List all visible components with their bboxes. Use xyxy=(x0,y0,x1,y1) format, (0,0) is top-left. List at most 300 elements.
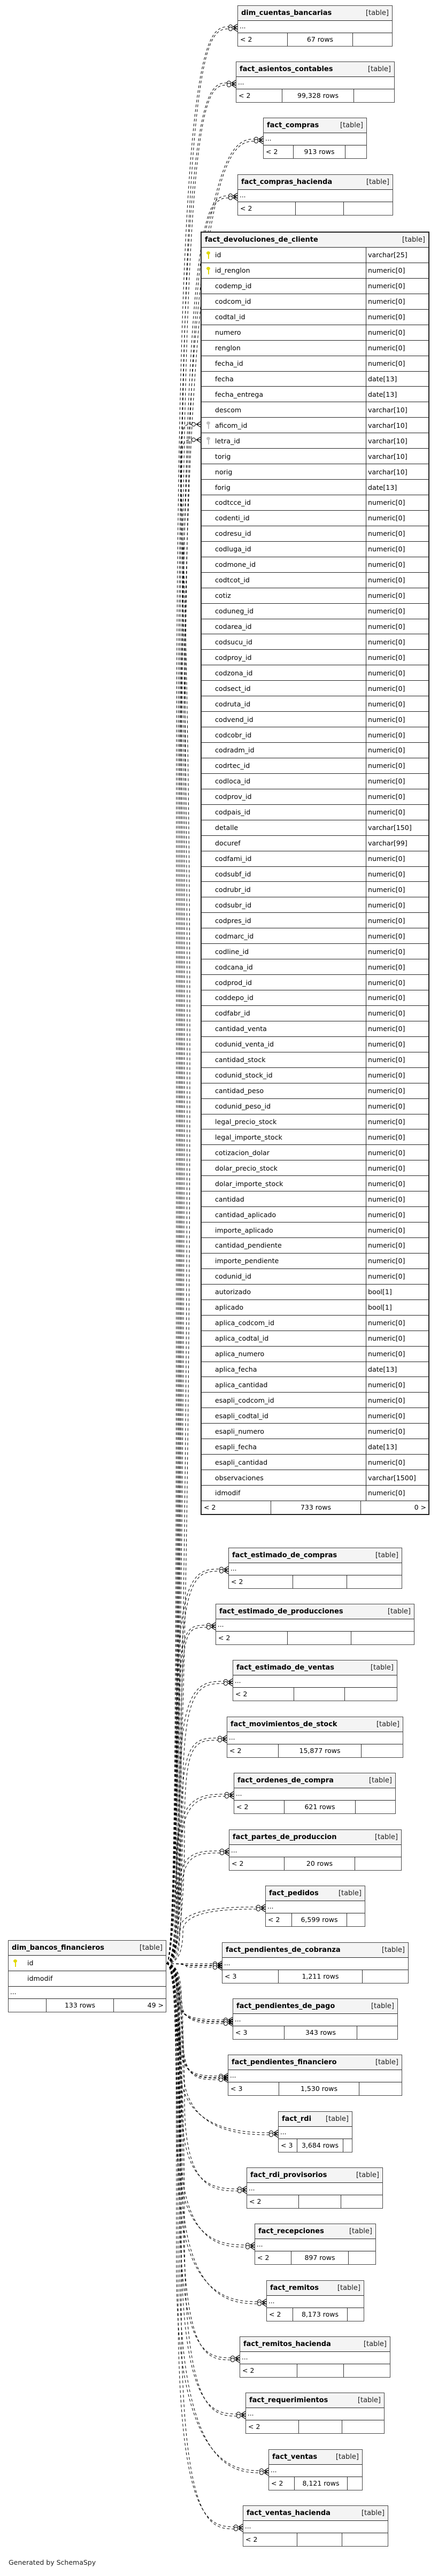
column-row[interactable] xyxy=(202,1037,428,1052)
column-name: cantidad_pendiente xyxy=(215,1241,282,1250)
parents-count[interactable]: < 3 xyxy=(228,2082,279,2095)
table-name[interactable]: fact_rdi xyxy=(282,2115,312,2123)
children-count[interactable] xyxy=(359,2082,402,2095)
parents-count[interactable]: < 2 xyxy=(246,2420,299,2433)
table-name[interactable]: fact_compras xyxy=(267,121,319,129)
crows-foot-icon xyxy=(192,437,201,442)
relationship-line xyxy=(166,1625,208,1964)
column-type: numeric[0] xyxy=(368,1334,405,1343)
column-type: numeric[0] xyxy=(368,870,405,878)
children-count[interactable] xyxy=(345,145,366,158)
column-row[interactable] xyxy=(202,1207,428,1222)
column-name: idmodif xyxy=(215,1489,241,1497)
table-fact-remitos-hacienda[interactable] xyxy=(240,2336,390,2378)
column-name: codenti_id xyxy=(215,514,250,522)
table-kind: [table] xyxy=(366,178,389,186)
column-row[interactable] xyxy=(202,542,428,557)
table-name[interactable]: fact_pendientes_de_pago xyxy=(236,2002,335,2010)
more-columns-ellipsis: ... xyxy=(229,1563,402,1575)
more-columns-ellipsis: ... xyxy=(9,1987,166,1999)
column-row[interactable] xyxy=(202,1238,428,1254)
column-row[interactable] xyxy=(202,1269,428,1285)
column-row[interactable] xyxy=(202,727,428,743)
column-row[interactable] xyxy=(202,1439,428,1455)
table-fact-pendientes-de-pago[interactable] xyxy=(233,1998,398,2040)
table-fact-requerimientos[interactable] xyxy=(245,2393,385,2434)
column-row[interactable] xyxy=(202,1222,428,1238)
column-row[interactable] xyxy=(202,1331,428,1347)
table-name[interactable]: fact_movimientos_de_stock xyxy=(230,1720,337,1728)
column-row[interactable] xyxy=(202,1300,428,1316)
more-columns-ellipsis: ... xyxy=(243,2521,388,2533)
column-row[interactable] xyxy=(202,789,428,805)
column-name: cantidad_stock xyxy=(215,1056,266,1064)
column-type: numeric[0] xyxy=(368,266,405,275)
children-count[interactable] xyxy=(348,2308,364,2321)
column-row[interactable] xyxy=(202,913,428,928)
row-count: 343 rows xyxy=(285,2026,357,2039)
table-name[interactable]: fact_estimado_de_compras xyxy=(232,1551,337,1559)
more-columns-ellipsis: ... xyxy=(264,133,366,145)
row-count: 20 rows xyxy=(285,1857,355,1870)
table-fact-remitos[interactable] xyxy=(266,2280,364,2321)
column-name: codfabr_id xyxy=(215,1009,250,1018)
column-row[interactable] xyxy=(202,1068,428,1083)
column-type: bool[1] xyxy=(368,1288,392,1296)
table-name[interactable]: dim_cuentas_bancarias xyxy=(241,9,332,17)
column-row[interactable] xyxy=(202,1099,428,1114)
parents-count[interactable]: < 2 xyxy=(267,2308,293,2321)
table-footer xyxy=(266,1913,365,1926)
table-dim-bancos-financieros[interactable] xyxy=(8,1940,166,2012)
column-type: date[13] xyxy=(368,390,397,398)
children-count[interactable] xyxy=(355,1857,401,1870)
parents-count[interactable]: < 2 xyxy=(202,1501,271,1514)
children-count[interactable] xyxy=(353,33,392,46)
column-name: fecha xyxy=(215,374,234,383)
column-row[interactable] xyxy=(202,526,428,542)
row-count: 733 rows xyxy=(271,1501,361,1514)
column-row[interactable] xyxy=(202,1114,428,1130)
column-row[interactable] xyxy=(202,325,428,341)
column-row[interactable] xyxy=(202,1470,428,1486)
table-fact-ordenes-de-compra[interactable] xyxy=(234,1773,396,1814)
row-count xyxy=(299,2195,341,2208)
parents-count[interactable]: < 2 xyxy=(240,2364,297,2377)
table-name[interactable]: fact_pedidos xyxy=(269,1889,319,1897)
table-header xyxy=(240,2337,390,2352)
column-row[interactable] xyxy=(202,464,428,480)
children-count[interactable] xyxy=(343,2139,352,2152)
column-type: numeric[0] xyxy=(368,1025,405,1033)
column-row[interactable] xyxy=(202,1455,428,1470)
column-name: aplica_codcom_id xyxy=(215,1319,274,1327)
table-name[interactable]: fact_pendientes_de_cobranza xyxy=(226,1946,341,1954)
column-row[interactable] xyxy=(202,1052,428,1068)
table-header xyxy=(222,1943,408,1958)
column-type: varchar[1500] xyxy=(368,1473,416,1482)
table-fact-estimado-de-ventas[interactable] xyxy=(233,1660,397,1701)
column-row[interactable] xyxy=(202,433,428,449)
column-type: numeric[0] xyxy=(368,1102,405,1111)
table-fact-rdi[interactable] xyxy=(278,2111,352,2152)
column-type: numeric[0] xyxy=(368,885,405,894)
parents-count[interactable]: < 2 xyxy=(229,1575,293,1588)
column-row[interactable] xyxy=(202,1006,428,1021)
parents-count[interactable]: < 2 xyxy=(247,2195,299,2208)
parents-count[interactable]: < 2 xyxy=(266,1913,292,1926)
column-row[interactable] xyxy=(202,1160,428,1176)
parents-count[interactable]: < 2 xyxy=(229,1857,285,1870)
children-count[interactable] xyxy=(349,2251,375,2264)
column-type: numeric[0] xyxy=(368,359,405,368)
column-row[interactable] xyxy=(202,990,428,1006)
column-row[interactable] xyxy=(9,1971,166,1987)
column-row[interactable] xyxy=(202,928,428,944)
column-name: codsubf_id xyxy=(215,870,251,878)
column-row[interactable] xyxy=(202,1424,428,1439)
row-count: 67 rows xyxy=(288,33,353,46)
parents-count[interactable]: < 2 xyxy=(227,1744,279,1757)
parents-count[interactable]: < 2 xyxy=(238,202,296,215)
row-count: 8,121 rows xyxy=(295,2477,348,2490)
table-fact-pendientes-financiero[interactable] xyxy=(228,2055,402,2096)
table-fact-pedidos[interactable] xyxy=(265,1886,365,1927)
parents-count[interactable]: < 2 xyxy=(234,1801,285,1813)
row-count: 1,530 rows xyxy=(279,2082,359,2095)
more-columns-ellipsis: ... xyxy=(216,1619,414,1632)
children-count[interactable]: 49 > xyxy=(147,2001,164,2009)
column-name: coddepo_id xyxy=(215,994,253,1002)
column-row[interactable] xyxy=(202,557,428,573)
parents-count[interactable]: < 2 xyxy=(269,2477,295,2490)
column-row[interactable] xyxy=(202,619,428,635)
column-row[interactable] xyxy=(202,449,428,464)
column-row[interactable] xyxy=(202,495,428,511)
column-type: numeric[0] xyxy=(368,344,405,352)
table-footer xyxy=(234,1801,395,1813)
column-row[interactable] xyxy=(202,820,428,836)
children-count[interactable]: 0 > xyxy=(414,1503,426,1511)
table-footer xyxy=(222,1970,408,1983)
relationship-line xyxy=(166,1964,225,2024)
column-name: codunid_id xyxy=(215,1272,251,1281)
column-name: cantidad_aplicado xyxy=(215,1210,276,1219)
table-footer xyxy=(269,2477,362,2490)
table-name[interactable]: fact_requerimientos xyxy=(249,2396,328,2404)
column-type: numeric[0] xyxy=(368,1489,405,1497)
column-row[interactable] xyxy=(202,975,428,990)
table-name[interactable]: fact_rdi_provisorios xyxy=(250,2171,327,2179)
more-columns-ellipsis: ... xyxy=(255,2239,375,2251)
row-count xyxy=(288,1632,351,1644)
column-name: codrubr_id xyxy=(215,885,251,894)
table-fact-compras[interactable] xyxy=(263,118,367,159)
row-count: 15,877 rows xyxy=(279,1744,362,1757)
children-count[interactable] xyxy=(356,1801,395,1813)
column-name: coduneg_id xyxy=(215,607,254,616)
column-row[interactable] xyxy=(202,263,428,279)
parents-count[interactable]: < 2 xyxy=(264,145,294,158)
column-name: letra_id xyxy=(215,436,240,445)
table-footer xyxy=(247,2195,382,2208)
column-type: numeric[0] xyxy=(368,1458,405,1466)
table-name[interactable]: fact_estimado_de_producciones xyxy=(219,1608,343,1616)
column-type: varchar[10] xyxy=(368,467,408,476)
column-name: codpres_id xyxy=(215,916,251,925)
children-count[interactable] xyxy=(363,1970,408,1983)
column-row[interactable] xyxy=(202,248,428,263)
children-count[interactable] xyxy=(357,2026,397,2039)
column-type: numeric[0] xyxy=(368,1009,405,1018)
column-type: numeric[0] xyxy=(368,901,405,909)
column-name: codloca_id xyxy=(215,777,251,786)
table-name[interactable]: fact_estimado_de_ventas xyxy=(236,1664,335,1672)
column-type: varchar[10] xyxy=(368,421,408,429)
column-row[interactable] xyxy=(202,1285,428,1300)
children-count[interactable] xyxy=(344,202,393,215)
column-type: numeric[0] xyxy=(368,498,405,507)
table-footer xyxy=(255,2251,375,2264)
parents-count[interactable]: < 3 xyxy=(233,2026,285,2039)
column-name: codruta_id xyxy=(215,699,251,708)
column-row[interactable] xyxy=(202,634,428,650)
column-row[interactable] xyxy=(202,372,428,387)
table-fact-compras-hacienda[interactable] xyxy=(237,174,393,216)
parents-count[interactable]: < 2 xyxy=(255,2251,291,2264)
table-fact-estimado-de-compras[interactable] xyxy=(228,1548,402,1589)
column-row[interactable] xyxy=(202,310,428,325)
column-row[interactable] xyxy=(202,1191,428,1207)
table-name[interactable]: fact_compras_hacienda xyxy=(241,178,333,186)
table-name[interactable]: fact_remitos_hacienda xyxy=(243,2340,331,2348)
column-row[interactable] xyxy=(202,712,428,727)
table-kind: [table] xyxy=(368,1777,392,1785)
table-dim-cuentas-bancarias[interactable] xyxy=(237,5,393,47)
table-header xyxy=(238,175,393,190)
table-kind: [table] xyxy=(338,1889,362,1897)
row-count: 897 rows xyxy=(291,2251,349,2264)
table-name[interactable]: fact_pendientes_financiero xyxy=(232,2058,337,2066)
children-count[interactable] xyxy=(347,1913,365,1926)
column-name: codsect_id xyxy=(215,684,251,693)
table-footer xyxy=(216,1632,414,1644)
table-name[interactable]: fact_remitos xyxy=(270,2284,319,2292)
column-row[interactable] xyxy=(202,588,428,604)
column-name: id_renglon xyxy=(215,266,250,275)
column-name: id xyxy=(27,1959,34,1967)
table-kind: [table] xyxy=(356,2171,379,2179)
column-type: numeric[0] xyxy=(368,1411,405,1420)
column-row[interactable] xyxy=(202,356,428,372)
children-count[interactable] xyxy=(345,1688,397,1701)
column-name: codline_id xyxy=(215,947,249,956)
column-type: numeric[0] xyxy=(368,1380,405,1389)
table-fact-rdi-provisorios[interactable] xyxy=(247,2167,383,2209)
more-columns-ellipsis: ... xyxy=(233,1675,397,1688)
children-count[interactable] xyxy=(341,2195,382,2208)
children-count[interactable] xyxy=(351,1632,414,1644)
table-footer xyxy=(279,2139,352,2152)
column-row[interactable] xyxy=(202,774,428,789)
parents-count[interactable]: < 2 xyxy=(233,1688,294,1701)
children-count[interactable] xyxy=(362,1744,403,1757)
column-name: id xyxy=(215,251,221,259)
column-name: esapli_codtal_id xyxy=(215,1411,268,1420)
row-count: 8,173 rows xyxy=(293,2308,348,2321)
table-name[interactable]: fact_devoluciones_de_cliente xyxy=(205,236,318,244)
table-fact-pendientes-de-cobranza[interactable] xyxy=(222,1942,409,1983)
column-name: dolar_precio_stock xyxy=(215,1164,278,1172)
column-type: date[13] xyxy=(368,483,397,491)
column-type: numeric[0] xyxy=(368,777,405,786)
table-fact-estimado-de-producciones[interactable] xyxy=(216,1604,414,1645)
more-columns-ellipsis: ... xyxy=(279,2127,352,2139)
table-name[interactable]: fact_ventas xyxy=(272,2453,318,2461)
column-row[interactable] xyxy=(202,1362,428,1378)
column-type: numeric[0] xyxy=(368,1040,405,1049)
parents-count[interactable]: < 3 xyxy=(279,2139,297,2152)
column-name: idmodif xyxy=(27,1974,53,1983)
table-kind: [table] xyxy=(363,2340,387,2348)
column-row[interactable] xyxy=(202,1129,428,1145)
column-row[interactable] xyxy=(202,1176,428,1191)
column-type: numeric[0] xyxy=(368,963,405,971)
column-row[interactable] xyxy=(202,604,428,619)
table-kind: [table] xyxy=(340,121,363,129)
parents-count[interactable]: < 2 xyxy=(238,33,288,46)
column-row[interactable] xyxy=(202,805,428,820)
children-count[interactable] xyxy=(354,89,394,102)
parents-count[interactable]: < 2 xyxy=(236,89,282,102)
children-count[interactable] xyxy=(348,2477,362,2490)
column-row[interactable] xyxy=(202,959,428,975)
table-kind: [table] xyxy=(381,1946,405,1954)
more-columns-ellipsis: ... xyxy=(238,190,393,202)
table-fact-devoluciones-de-cliente[interactable] xyxy=(201,232,429,1515)
relationship-line xyxy=(166,1964,225,2021)
column-type: numeric[0] xyxy=(368,1350,405,1358)
column-name: codluga_id xyxy=(215,545,251,553)
column-row[interactable] xyxy=(202,402,428,418)
table-fact-asientos-contables[interactable] xyxy=(236,61,395,103)
column-type: varchar[99] xyxy=(368,839,408,848)
column-row[interactable] xyxy=(202,1486,428,1501)
column-row[interactable] xyxy=(202,650,428,665)
table-name[interactable]: fact_ordenes_de_compra xyxy=(237,1777,334,1785)
more-columns-ellipsis: ... xyxy=(238,21,392,33)
column-row[interactable] xyxy=(202,743,428,758)
table-fact-ventas-hacienda[interactable] xyxy=(243,2505,388,2547)
column-name: importe_aplicado xyxy=(215,1226,273,1234)
table-header xyxy=(266,1886,365,1901)
more-columns-ellipsis: ... xyxy=(269,2465,362,2477)
column-name: numero xyxy=(215,328,241,337)
column-row[interactable] xyxy=(202,681,428,696)
column-type: numeric[0] xyxy=(368,793,405,801)
column-row[interactable] xyxy=(202,836,428,851)
column-type: numeric[0] xyxy=(368,730,405,739)
children-count[interactable] xyxy=(344,2364,390,2377)
column-row[interactable] xyxy=(202,851,428,867)
column-name: cotizacion_dolar xyxy=(215,1148,270,1157)
column-row[interactable] xyxy=(202,758,428,774)
column-name: renglon xyxy=(215,344,241,352)
column-row[interactable] xyxy=(202,418,428,433)
table-name[interactable]: fact_recepciones xyxy=(258,2227,324,2235)
table-footer xyxy=(238,202,393,215)
parents-count[interactable]: < 2 xyxy=(216,1632,288,1644)
column-row[interactable] xyxy=(202,897,428,913)
column-type: numeric[0] xyxy=(368,762,405,770)
table-name[interactable]: dim_bancos_financieros xyxy=(12,1944,104,1952)
column-row[interactable] xyxy=(202,1316,428,1331)
row-count: 913 rows xyxy=(294,145,345,158)
column-row[interactable] xyxy=(202,480,428,495)
column-row[interactable] xyxy=(202,294,428,310)
more-columns-ellipsis: ... xyxy=(222,1958,408,1970)
children-count[interactable] xyxy=(342,2420,384,2433)
children-count[interactable] xyxy=(342,2533,388,2546)
table-header xyxy=(233,1660,397,1675)
column-row[interactable] xyxy=(9,1956,166,1971)
column-row[interactable] xyxy=(202,1377,428,1393)
column-row[interactable] xyxy=(202,573,428,588)
relationship-line xyxy=(166,1964,271,2135)
table-fact-ventas[interactable] xyxy=(268,2449,363,2490)
column-row[interactable] xyxy=(202,696,428,712)
column-type: numeric[0] xyxy=(368,1179,405,1188)
table-fact-partes-de-produccion[interactable] xyxy=(229,1829,402,1871)
column-row[interactable] xyxy=(202,1083,428,1099)
column-row[interactable] xyxy=(202,665,428,681)
column-row[interactable] xyxy=(202,1393,428,1408)
table-footer xyxy=(267,2308,364,2321)
column-row[interactable] xyxy=(202,1254,428,1269)
column-name: codemp_id xyxy=(215,282,252,290)
column-row[interactable] xyxy=(202,279,428,294)
column-row[interactable] xyxy=(202,1145,428,1160)
table-name[interactable]: fact_partes_de_produccion xyxy=(233,1833,337,1841)
column-name: codradm_id xyxy=(215,746,255,755)
column-row[interactable] xyxy=(202,341,428,356)
column-row[interactable] xyxy=(202,944,428,959)
more-columns-ellipsis: ... xyxy=(247,2183,382,2195)
column-row[interactable] xyxy=(202,867,428,882)
column-name: cantidad xyxy=(215,1195,244,1203)
table-name[interactable]: fact_ventas_hacienda xyxy=(247,2509,331,2517)
column-type: numeric[0] xyxy=(368,529,405,538)
parents-count[interactable]: < 3 xyxy=(222,1970,279,1983)
children-count[interactable] xyxy=(347,1575,402,1588)
table-fact-movimientos-de-stock[interactable] xyxy=(227,1717,403,1758)
table-fact-recepciones[interactable] xyxy=(255,2224,376,2265)
column-name: codmarc_id xyxy=(215,932,254,940)
column-row[interactable] xyxy=(202,1347,428,1362)
column-name: descom xyxy=(215,405,242,414)
column-row[interactable] xyxy=(202,1408,428,1424)
column-row[interactable] xyxy=(202,882,428,897)
row-count xyxy=(299,2420,342,2433)
parents-count[interactable] xyxy=(9,1999,47,2012)
more-columns-ellipsis: ... xyxy=(246,2408,384,2420)
column-row[interactable] xyxy=(202,387,428,402)
table-name[interactable]: fact_asientos_contables xyxy=(240,65,333,73)
column-row[interactable] xyxy=(202,1021,428,1037)
column-name: codfami_id xyxy=(215,855,252,863)
column-row[interactable] xyxy=(202,511,428,526)
parents-count[interactable]: < 2 xyxy=(243,2533,297,2546)
